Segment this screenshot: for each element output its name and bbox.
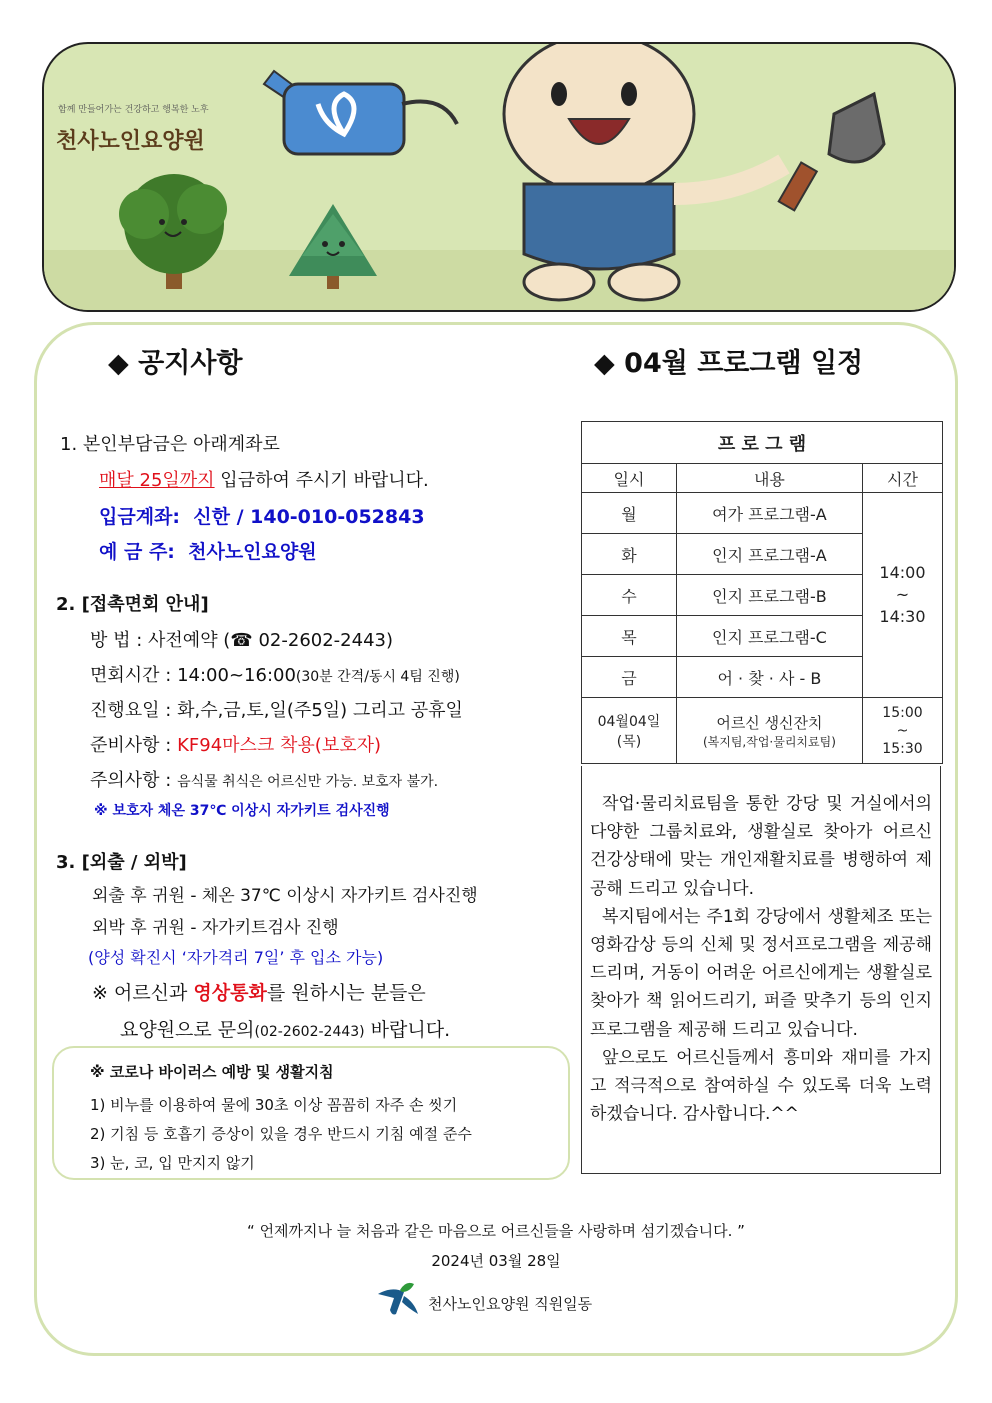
row-content: 인지 프로그램-B bbox=[676, 575, 862, 616]
visit-caution-value: 음식물 취식은 어르신만 가능. 보호자 불가. bbox=[177, 774, 439, 790]
video-call-highlight: 영상통화 bbox=[193, 982, 267, 1004]
description-paragraph: 앞으로도 어르신들께서 흥미와 재미를 가지고 적극적으로 참여하실 수 있도록 더욱 노력하겠습니다. 감사합니다.^^ bbox=[590, 1047, 932, 1125]
visit-time bbox=[90, 661, 460, 687]
notice-title: ◆ 공지사항 bbox=[108, 348, 243, 379]
org-logo-icon bbox=[374, 1280, 420, 1316]
row-day: 금 bbox=[582, 657, 677, 698]
visit-time-note: (30분 간격/동시 4팀 진행) bbox=[295, 669, 460, 685]
special-date-cell bbox=[582, 698, 677, 764]
account-value: 신한 / 140-010-052843 bbox=[193, 506, 425, 528]
notice-item2-title: 2. [접촉면회 안내] bbox=[56, 594, 209, 615]
header-time: 시간 bbox=[862, 464, 942, 493]
outing-line2: 외박 후 귀원 - 자가키트검사 진행 bbox=[92, 918, 339, 938]
row-content: 인지 프로그램-A bbox=[676, 534, 862, 575]
visit-method bbox=[90, 626, 393, 652]
visit-prep-label: 준비사항 : bbox=[90, 735, 172, 756]
inquire-post: 바랍니다. bbox=[364, 1019, 451, 1041]
covid-item: 1) 비누를 이용하여 물에 30초 이상 꼼꼼히 자주 손 씻기 bbox=[90, 1096, 458, 1114]
visit-time-value: 14:00~16:00 bbox=[177, 665, 296, 686]
footer-signature: 천사노인요양원 직원일동 bbox=[428, 1295, 593, 1313]
special-content-cell bbox=[676, 698, 862, 764]
visit-prep bbox=[90, 731, 381, 757]
row-content: 여가 프로그램-A bbox=[676, 493, 862, 534]
special-weekday: (목) bbox=[616, 733, 642, 750]
schedule-title: ◆ 04월 프로그램 일정 bbox=[594, 348, 864, 379]
row-day: 목 bbox=[582, 616, 677, 657]
row-day: 월 bbox=[582, 493, 677, 534]
table-title: 프 로 그 램 bbox=[582, 422, 943, 464]
footer-quote: “ 언제까지나 늘 처음과 같은 마음으로 어르신들을 사랑하며 섬기겠습니다. ” bbox=[247, 1222, 745, 1240]
covid-item: 3) 눈, 코, 입 만지지 않기 bbox=[90, 1154, 255, 1172]
footer-date: 2024년 03월 28일 bbox=[431, 1252, 561, 1270]
covid-title: ※ 코로나 바이러스 예방 및 생활지침 bbox=[90, 1063, 334, 1081]
special-date: 04월04일 bbox=[597, 713, 661, 730]
visit-method-label: 방 법 : bbox=[90, 630, 143, 651]
notice-item3-title: 3. [외출 / 외박] bbox=[56, 852, 187, 873]
notice-item1-line2 bbox=[99, 466, 429, 492]
visit-time-label: 면회시간 : bbox=[90, 665, 172, 686]
video-call-line bbox=[92, 978, 426, 1005]
outing-line3: (양성 확진시 ‘자가격리 7일’ 후 입소 가능) bbox=[88, 948, 384, 967]
row-content: 인지 프로그램-C bbox=[676, 616, 862, 657]
special-content: 어르신 생신잔치 bbox=[716, 713, 823, 732]
covid-guideline-box bbox=[52, 1046, 570, 1180]
holder-line bbox=[99, 537, 317, 564]
visit-caution-label: 주의사항 : bbox=[90, 770, 172, 791]
table-row bbox=[582, 493, 943, 534]
inquire-pre: 요양원으로 문의 bbox=[120, 1019, 255, 1041]
due-date-text: 매달 25일까지 bbox=[99, 470, 215, 491]
inquire-phone: (02-2602-2443) bbox=[254, 1024, 365, 1040]
visit-days bbox=[90, 696, 463, 722]
account-label: 입금계좌: bbox=[99, 506, 181, 528]
visit-method-value: 사전예약 (☎ 02-2602-2443) bbox=[148, 630, 394, 651]
holder-label: 예 금 주: bbox=[99, 541, 175, 563]
notice-item1-line2-rest: 입금하여 주시기 바랍니다. bbox=[214, 470, 429, 491]
header-banner bbox=[42, 42, 956, 312]
visit-caution bbox=[90, 766, 438, 792]
row-day: 화 bbox=[582, 534, 677, 575]
special-time-end: 15:30 bbox=[882, 740, 923, 757]
table-header-row bbox=[582, 464, 943, 493]
weekly-time-tilde: ~ bbox=[895, 585, 910, 604]
program-description bbox=[581, 766, 941, 1174]
row-content: 어 · 찾 · 사 - B bbox=[676, 657, 862, 698]
special-content-sub: (복지팀,작업·물리치료팀) bbox=[702, 734, 836, 749]
visit-prep-value: KF94마스크 착용(보호자) bbox=[177, 735, 382, 756]
description-paragraph: 작업·물리치료팀을 통한 강당 및 거실에서의 다양한 그룹치료와, 생활실로 찾아가 어르신 건강상태에 맞는 개인재활치료를 병행하여 제공해 드리고 있습니다. bbox=[590, 794, 932, 899]
weekly-time-end: 14:30 bbox=[879, 607, 926, 626]
footer-signature-block bbox=[374, 1280, 674, 1320]
video-call-post: 를 원하시는 분들은 bbox=[266, 982, 426, 1004]
special-time-cell bbox=[862, 698, 942, 764]
weekly-time-cell bbox=[862, 493, 942, 698]
row-day: 수 bbox=[582, 575, 677, 616]
mascot-illustration bbox=[44, 44, 954, 310]
table-title-row bbox=[582, 422, 943, 464]
header-day: 일시 bbox=[582, 464, 677, 493]
outing-line1: 외출 후 귀원 - 체온 37℃ 이상시 자가키트 검사진행 bbox=[92, 886, 478, 906]
inquire-line bbox=[120, 1015, 450, 1042]
trowel-icon bbox=[779, 94, 884, 210]
round-tree-icon bbox=[119, 174, 227, 289]
special-event-row bbox=[582, 698, 943, 764]
description-paragraph: 복지팀에서는 주1회 강당에서 생활체조 또는 영화감상 등의 신체 및 정서프로그램을 제공해 드리며, 거동이 어려운 어르신에게는 생활실로 찾아가 책 읽어드리기, 퍼즐 맞추기 등의 인지프로그램을 제공해 드리고 있습니다. bbox=[590, 906, 932, 1040]
pine-tree-icon bbox=[289, 204, 377, 289]
notice-item1-line1: 1. 본인부담금은 아래계좌로 bbox=[60, 434, 280, 455]
special-time-start: 15:00 bbox=[882, 704, 923, 721]
visit-days-value: 화,수,금,토,일(주5일) 그리고 공휴일 bbox=[177, 700, 463, 721]
holder-value: 천사노인요양원 bbox=[188, 541, 317, 563]
special-time-tilde: ~ bbox=[896, 722, 909, 739]
header-org-name: 천사노인요양원 bbox=[56, 129, 205, 154]
visit-days-label: 진행요일 : bbox=[90, 700, 172, 721]
character-icon bbox=[504, 44, 784, 300]
account-line bbox=[99, 502, 425, 529]
watering-can-icon bbox=[264, 71, 457, 154]
header-content: 내용 bbox=[676, 464, 862, 493]
covid-item: 2) 기침 등 호흡기 증상이 있을 경우 반드시 기침 예절 준수 bbox=[90, 1125, 472, 1143]
weekly-time-start: 14:00 bbox=[879, 563, 926, 582]
header-subtitle: 함께 만들어가는 건강하고 행복한 노후 bbox=[58, 105, 209, 115]
video-call-pre: ※ 어르신과 bbox=[92, 982, 194, 1004]
program-table bbox=[581, 421, 943, 764]
temp-note: ※ 보호자 체온 37℃ 이상시 자가키트 검사진행 bbox=[94, 803, 390, 819]
